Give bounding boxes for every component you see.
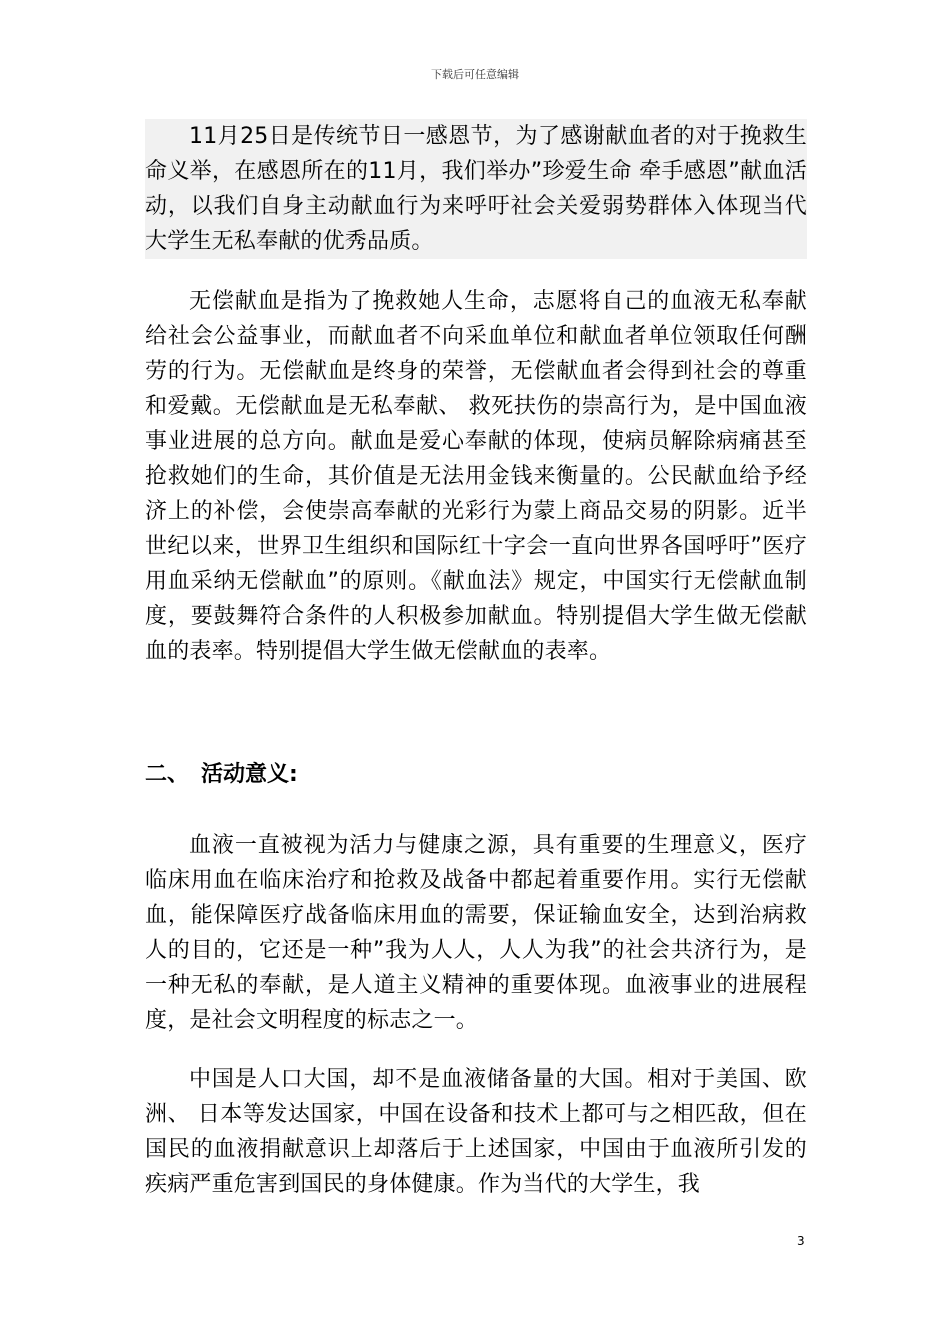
paragraph-intro: 11月25日是传统节日一感恩节，为了感谢献血者的对于挽救生命义举，在感恩所在的11月，我们举办”珍爱生命 牵手感恩”献血活动，以我们自身主动献血行为来呼吁社会关爱弱势群体入体现当代大学生无私奉献的优秀品质。 xyxy=(145,119,807,259)
page-header: 下载后可任意编辑 xyxy=(431,68,519,81)
paragraph-unpaid-donation: 无偿献血是指为了挽救她人生命，志愿将自己的血液无私奉献给社会公益事业，而献血者不向采血单位和献血者单位领取任何酬劳的行为。无偿献血是终身的荣誉，无偿献血者会得到社会的尊重和爱戴。无偿献血是无私奉献、 救死扶伤的崇高行为，是中国血液事业进展的总方向。献血是爱心奉献的体现，使病员解除病痛甚至抢救她们的生命，其价值是无法用金钱来衡量的。公民献血给予经济上的补偿，会使崇高奉献的光彩行为蒙上商品交易的阴影。近半世纪以来，世界卫生组织和国际红十字会一直向世界各国呼吁”医疗用血采纳无偿献血”的原则。《献血法》规定，中国实行无偿献血制度，要鼓舞符合条件的人积极参加献血。特别提倡大学生做无偿献血的表率。特别提倡大学生做无偿献血的表率。 xyxy=(145,289,807,664)
section-title: 活动意义: xyxy=(201,762,298,787)
page-number: 3 xyxy=(797,1234,805,1248)
section-heading xyxy=(145,757,298,792)
paragraph-significance: 血液一直被视为活力与健康之源，具有重要的生理意义，医疗临床用血在临床治疗和抢救及战备中都起着重要作用。实行无偿献血，能保障医疗战备临床用血的需要，保证输血安全，达到治病救人的目的，它还是一种”我为人人，人人为我”的社会共济行为，是一种无私的奉献，是人道主义精神的重要体现。血液事业的进展程度，是社会文明程度的标志之一。 xyxy=(145,833,807,1033)
section-number: 二、 xyxy=(145,762,190,787)
paragraph-china-blood: 中国是人口大国，却不是血液储备量的大国。相对于美国、欧洲、 日本等发达国家，中国在设备和技术上都可与之相匹敌，但在国民的血液捐献意识上却落后于上述国家，中国由于血液所引发的疾病严重危害到国民的身体健康。作为当代的大学生，我 xyxy=(145,1067,807,1197)
